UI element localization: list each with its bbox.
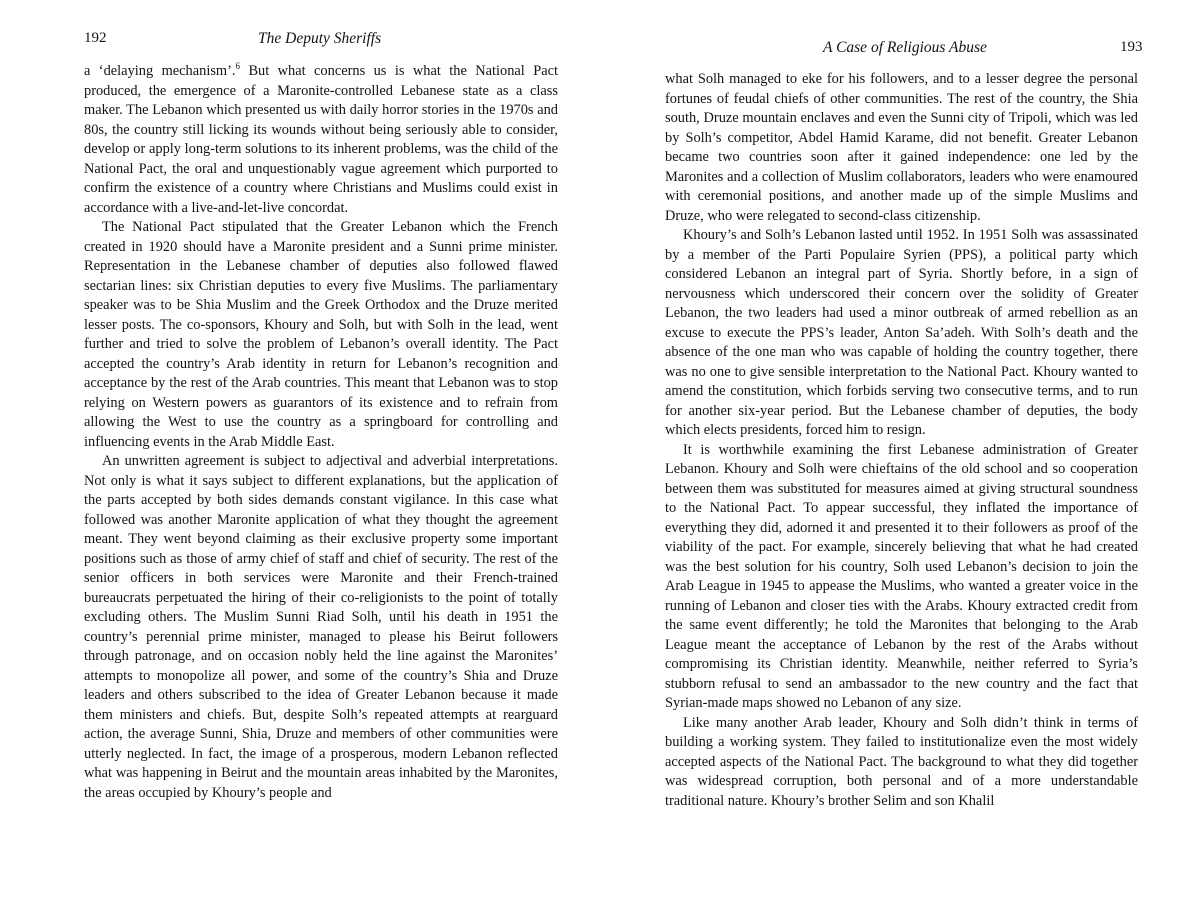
running-title: A Case of Religious Abuse [823, 39, 987, 56]
page-number: 192 [84, 30, 107, 46]
paragraph [84, 62, 558, 218]
paragraph: what Solh managed to eke for his followers, and to a lesser degree the personal fortunes of feudal chiefs of other communities. The rest of the country, the Shia south, Druze mountain enclaves and even the Sunni city of Tripoli, which was led by Solh’s competitor, Abdel Hamid Karame, did not benefit. Greater Lebanon became two countries soon after it gained independence: one led by the Maronites and a collection of Muslim collaborators, leaders who were enamoured with ceremonial positions, and another made up of the simple Muslims and Druze, who were relegated to second-class citizenship. [665, 71, 1138, 224]
page-number: 193 [1120, 39, 1143, 55]
paragraph: Khoury’s and Solh’s Lebanon lasted until 1952. In 1951 Solh was assassinated by a member of the Parti Populaire Syrien (PPS), a political party which considered Lebanon an integral part of Syria. Shortly before, in a sign of nervousness which underscored their concern over the solidity of Greater Lebanon, the two leaders had used a minor outbreak of armed rebellion as an excuse to execute the PPS’s leader, Anton Sa’adeh. With Solh’s death and the absence of the one man who was capable of holding the country together, there was no one to give sensible interpretation to the National Pact. Khoury wanted to amend the constitution, which forbids serving two consecutive terms, and to run for another six-year period. But the Lebanese chamber of deputies, the body which elects presidents, forced him to resign. [665, 227, 1138, 438]
paragraph-text: But what concerns us is what the National Pact produced, the emergence of a Maronite-controlled Lebanese state as a class maker. The Lebanon which presented us with daily horror stories in the 1970s and 80s, the country still licking its wounds without being seriously able to consider, develop or apply long-term solutions to its inherent problems, was the child of the National Pact, the oral and unquestionably vague agreement which purported to confirm the existence of a country where Christians and Muslims could exist in accordance with a live-and-let-live concordat. [84, 63, 559, 216]
footnote-marker: 6 [235, 61, 241, 72]
paragraph: It is worthwhile examining the first Lebanese administration of Greater Lebanon. Khoury and Solh were chieftains of the old school and so cooperation between them was substituted for measures aimed at giving structural soundness to the National Pact. To appear successful, they inflated the importance of everything they did, adorned it and presented it to their followers as proof of the viability of the pact. For example, sincerely believing that what he had created was the best solution for his country, Solh used Lebanon’s decision to join the Arab League in 1945 to appease the Muslims, who wanted a greater voice in the running of Lebanon and closer ties with the Arabs. Khoury extracted credit from the same event differently; he told the Maronites that belonging to the Arab League meant the acceptance of Lebanon by the rest of the Arabs without compromising its Christian identity. Meanwhile, neither referred to Syria’s stubborn refusal to send an ambassador to the new country and the fact that Syrian-made maps showed no Lebanon of any size. [665, 441, 1138, 711]
paragraph-text: a ‘delaying mechanism’. [84, 63, 236, 79]
paragraph: An unwritten agreement is subject to adjectival and adverbial interpretations. Not only is what it says subject to different explanations, but the application of the parts accepted by both sides demands constant vigilance. In this case what followed was another Maronite application of what they thought the agreement meant. They went beyond claiming as their exclusive property some important positions such as those of army chief of staff and chief of security. The rest of the senior officers in both services were Maronite and their French-trained bureaucrats perpetuated the hiring of their co-religionists to the point of totally excluding others. The Muslim Sunni Riad Solh, until his death in 1951 the country’s perennial prime minister, managed to please his Beirut followers through patronage, and on occasion nobly held the line against the Maronites’ attempts to monopolize all power, and some of the country’s Shia and Druze leaders and others subscribed to the idea of Greater Lebanon because it made them ministers and chiefs. But, despite Solh’s repeated attempts at rearguard action, the average Sunni, Shia, Druze and members of other communities were utterly neglected. In fact, the image of a prosperous, modern Lebanon reflected what was happening in Beirut and the mountain areas inhabited by the Maronites, the areas occupied by Khoury’s people and [84, 453, 558, 801]
page-body [665, 70, 1138, 811]
paragraph: The National Pact stipulated that the Greater Lebanon which the French created in 1920 should have a Maronite president and a Sunni prime minister. Representation in the Lebanese chamber of deputies also followed flawed sectarian lines: six Christian deputies to every five Muslims. The parliamentary speaker was to be Shia Muslim and the Greek Orthodox and the Druze merited lesser posts. The co-sponsors, Khoury and Solh, but with Solh in the lead, went further and tried to solve the problem of Lebanon’s overall identity. The Pact accepted the country’s Arab identity in return for Lebanon’s recognition and acceptance by the rest of the Arab countries. This meant that Lebanon was to stop relying on Western powers as guarantors of its existence and to refrain from allowing the West to use the country as a springboard for controlling and influencing events in the Arab Middle East. [84, 219, 558, 450]
right-page [598, 0, 1195, 898]
page-body [84, 62, 558, 803]
paragraph: Like many another Arab leader, Khoury and Solh didn’t think in terms of building a working system. They failed to institutionalize even the most widely accepted aspects of the National Pact. The background to what they did together was widespread corruption, both personal and of a more understandable traditional nature. Khoury’s brother Selim and son Khalil [665, 714, 1138, 809]
running-title: The Deputy Sheriffs [258, 30, 382, 47]
